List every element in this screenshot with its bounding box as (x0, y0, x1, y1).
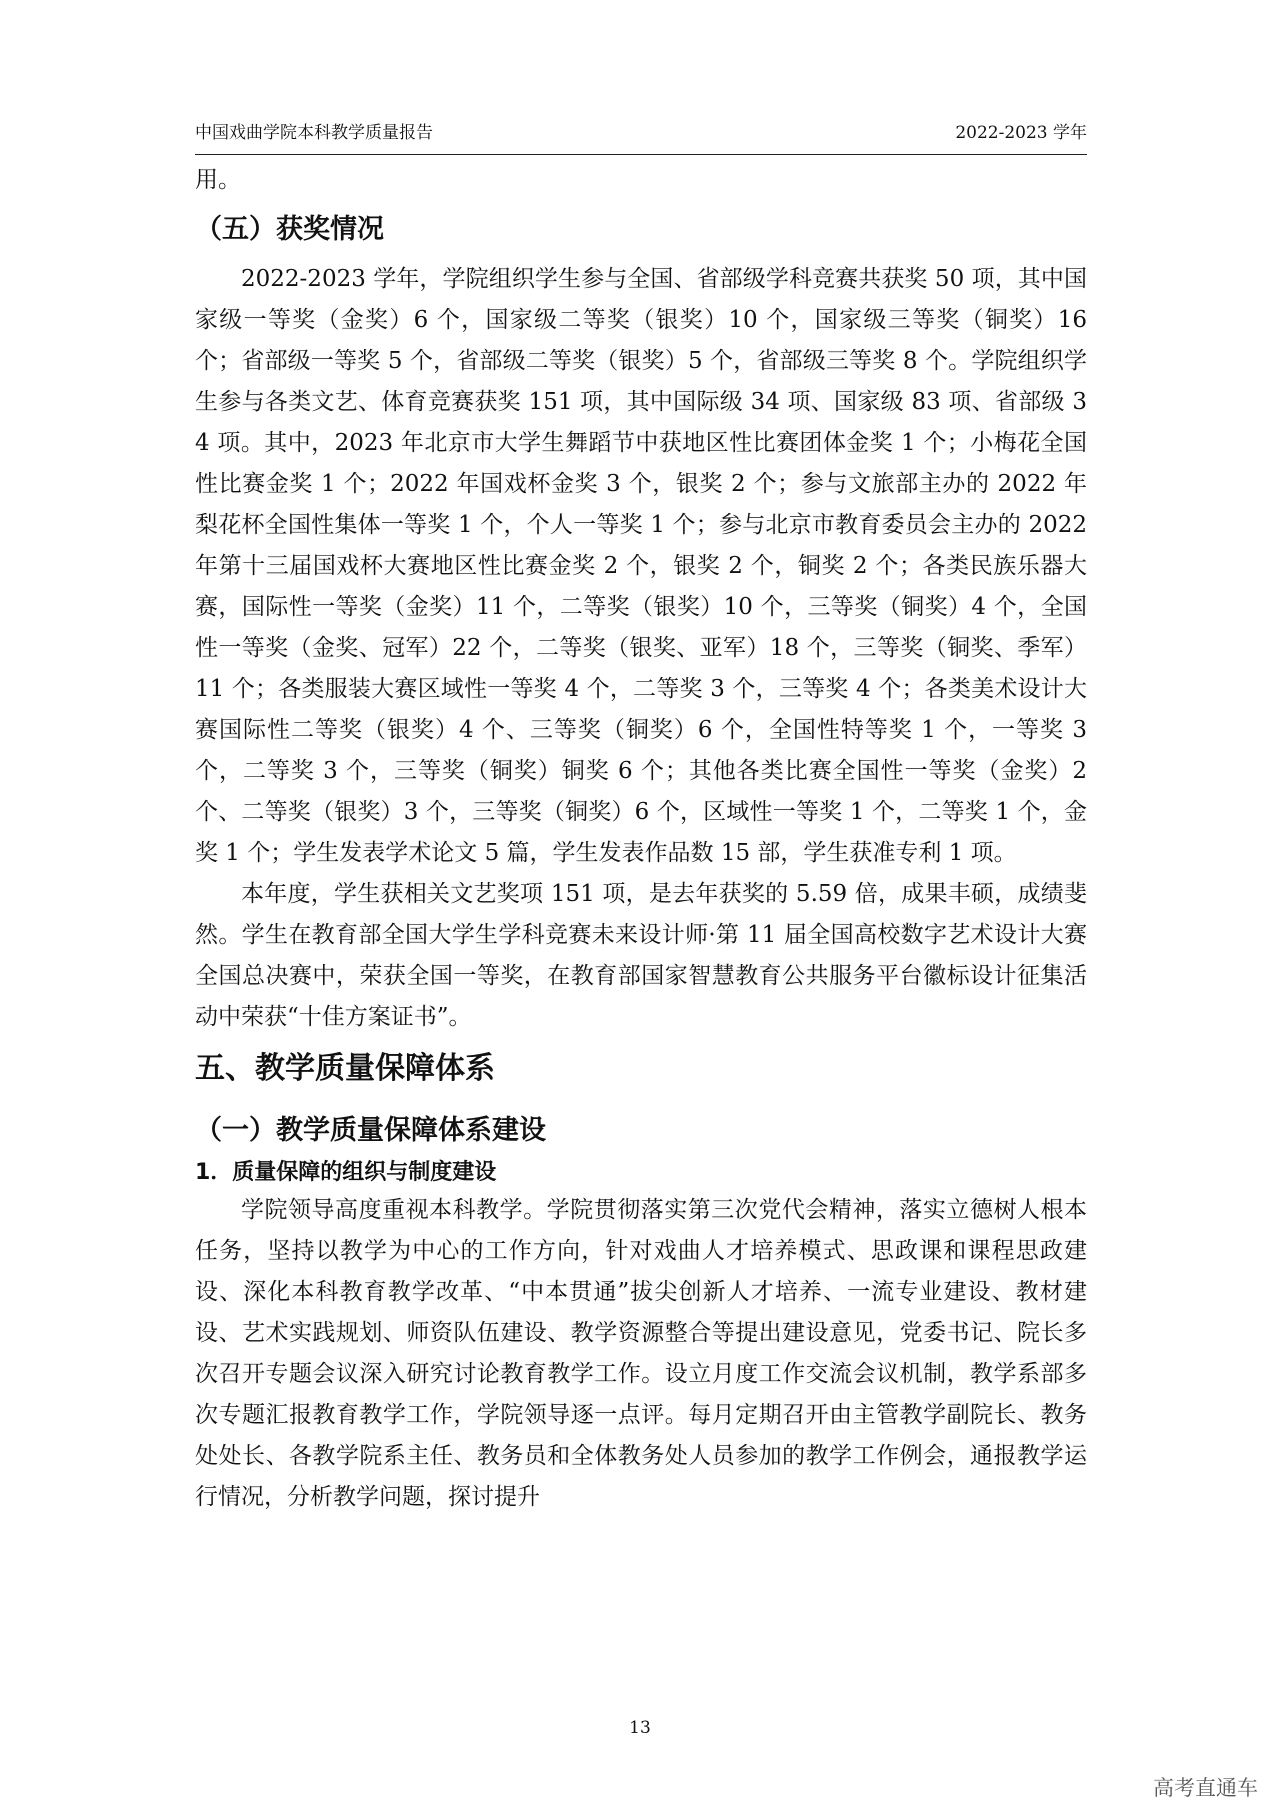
awards-paragraph-2: 本年度，学生获相关文艺奖项 151 项，是去年获奖的 5.59 倍，成果丰硕，成绩斐然。学生在教育部全国大学生学科竞赛未来设计师·第 11 届全国高校数字艺术设计大赛全国总决赛中，荣获全国一等奖，在教育部国家智慧教育公共服务平台徽标设计征集活动中荣获“十佳方案证书”。 (195, 881, 1087, 1030)
section-system-heading: （一）教学质量保障体系建设 (195, 1115, 546, 1146)
header-academic-year: 2022-2023 学年 (955, 123, 1087, 143)
chapter-heading: 五、教学质量保障体系 (195, 1051, 495, 1086)
awards-paragraph-1: 2022-2023 学年，学院组织学生参与全国、省部级学科竞赛共获奖 50 项，其中国家级一等奖（金奖）6 个，国家级二等奖（银奖）10 个，国家级三等奖（铜奖）16 个；省部级一等奖 5 个，省部级二等奖（银奖）5 个，省部级三等奖 8 个。学院组织学生参与各类文艺、体育竞赛获奖 151 项，其中国际级 34 项、国家级 83 项、省部级 34 项。其中，2023 年北京市大学生舞蹈节中获地区性比赛团体金奖 1 个；小梅花全国性比赛金奖 1 个；2022 年国戏杯金奖 3 个，银奖 2 个；参与文旅部主办的 2022 年梨花杯全国性集体一等奖 1 个，个人一等奖 1 个；参与北京市教育委员会主办的 2022 年第十三届国戏杯大赛地区性比赛金奖 2 个，银奖 2 个，铜奖 2 个；各类民族乐器大赛，国际性一等奖（金奖）11 个，二等奖（银奖）10 个，三等奖（铜奖）4 个，全国性一等奖（金奖、冠军）22 个，二等奖（银奖、亚军）18 个，三等奖（铜奖、季军）11 个；各类服装大赛区域性一等奖 4 个，二等奖 3 个，三等奖 4 个；各类美术设计大赛国际性二等奖（银奖）4 个、三等奖（铜奖）6 个，全国性特等奖 1 个，一等奖 3 个，二等奖 3 个，三等奖（铜奖）铜奖 6 个；其他各类比赛全国性一等奖（金奖）2 个、二等奖（银奖）3 个，三等奖（铜奖）6 个，区域性一等奖 1 个，二等奖 1 个，金奖 1 个；学生发表学术论文 5 篇，学生发表作品数 15 部，学生获准专利 1 项。 (195, 266, 1087, 866)
header-report-title: 中国戏曲学院本科教学质量报告 (195, 123, 433, 143)
page-header (195, 118, 1087, 155)
system-paragraph: 学院领导高度重视本科教学。学院贯彻落实第三次党代会精神，落实立德树人根本任务，坚持以教学为中心的工作方向，针对戏曲人才培养模式、思政课和课程思政建设、深化本科教育教学改革、“中本贯通”拔尖创新人才培养、一流专业建设、教材建设、艺术实践规划、师资队伍建设、教学资源整合等提出建设意见，党委书记、院长多次召开专题会议深入研究讨论教育教学工作。设立月度工作交流会议机制，教学系部多次专题汇报教育教学工作，学院领导逐一点评。每月定期召开由主管教学副院长、教务处处长、各教学院系主任、教务员和全体教务处人员参加的教学工作例会，通报教学运行情况，分析教学问题，探讨提升 (195, 1197, 1087, 1510)
watermark-text: 高考直通车 (1153, 1776, 1258, 1800)
subsection-heading: 1．质量保障的组织与制度建设 (195, 1160, 497, 1185)
carryover-text: 用。 (195, 167, 241, 193)
page-content (195, 160, 1087, 1518)
page-number: 13 (629, 1718, 651, 1738)
section-awards-heading: （五）获奖情况 (195, 214, 384, 245)
